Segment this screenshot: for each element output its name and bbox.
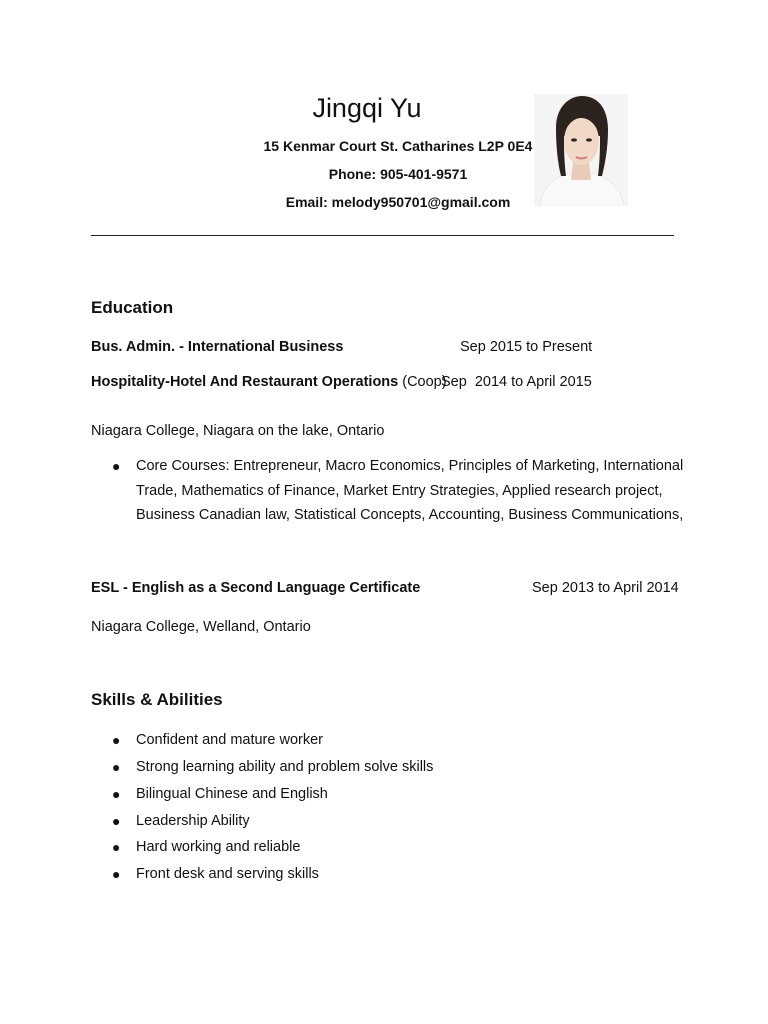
program-line (91, 373, 447, 391)
program-title: ESL - English as a Second Language Certificate (91, 580, 421, 596)
resume-name: Jingqi Yu (312, 93, 422, 123)
courses-line: Core Courses: Entrepreneur, Macro Economics, Principles of Marketing, International (136, 458, 684, 474)
email-line: Email: melody950701@gmail.com (285, 194, 511, 210)
program-title: Bus. Admin. - International Business (91, 339, 344, 355)
skills-heading: Skills & Abilities (91, 690, 223, 709)
courses-line: Trade, Mathematics of Finance, Market Entry Strategies, Applied research project, (136, 483, 663, 499)
header-divider (91, 235, 674, 236)
bullet-icon: ● (112, 866, 121, 882)
skill-item: Hard working and reliable (136, 839, 301, 855)
skill-item: Bilingual Chinese and English (136, 786, 328, 802)
program-dates: Sep 2014 to April 2015 (441, 374, 592, 390)
phone-line: Phone: 905-401-9571 (328, 166, 468, 182)
school-name: Niagara College, Niagara on the lake, Ontario (91, 423, 385, 439)
skill-item: Front desk and serving skills (136, 866, 319, 882)
bullet-icon: ● (112, 732, 121, 748)
school-name: Niagara College, Welland, Ontario (91, 619, 311, 635)
bullet-icon: ● (112, 813, 121, 829)
bullet-icon: ● (112, 839, 121, 855)
program-note: (Coop) (402, 374, 447, 390)
skill-item: Strong learning ability and problem solve skills (136, 759, 434, 775)
program-title: Hospitality-Hotel And Restaurant Operations (91, 374, 399, 390)
profile-photo (534, 94, 628, 206)
courses-line: Business Canadian law, Statistical Concepts, Accounting, Business Communications, (136, 507, 684, 523)
bullet-icon: ● (112, 759, 121, 775)
address-line: 15 Kenmar Court St. Catharines L2P 0E4 (263, 138, 533, 154)
bullet-icon: ● (112, 786, 121, 802)
skill-item: Confident and mature worker (136, 732, 323, 748)
program-dates: Sep 2015 to Present (460, 339, 593, 355)
bullet-icon: ● (112, 458, 121, 474)
program-dates: Sep 2013 to April 2014 (532, 580, 679, 596)
skill-item: Leadership Ability (136, 813, 250, 829)
education-heading: Education (91, 298, 174, 317)
